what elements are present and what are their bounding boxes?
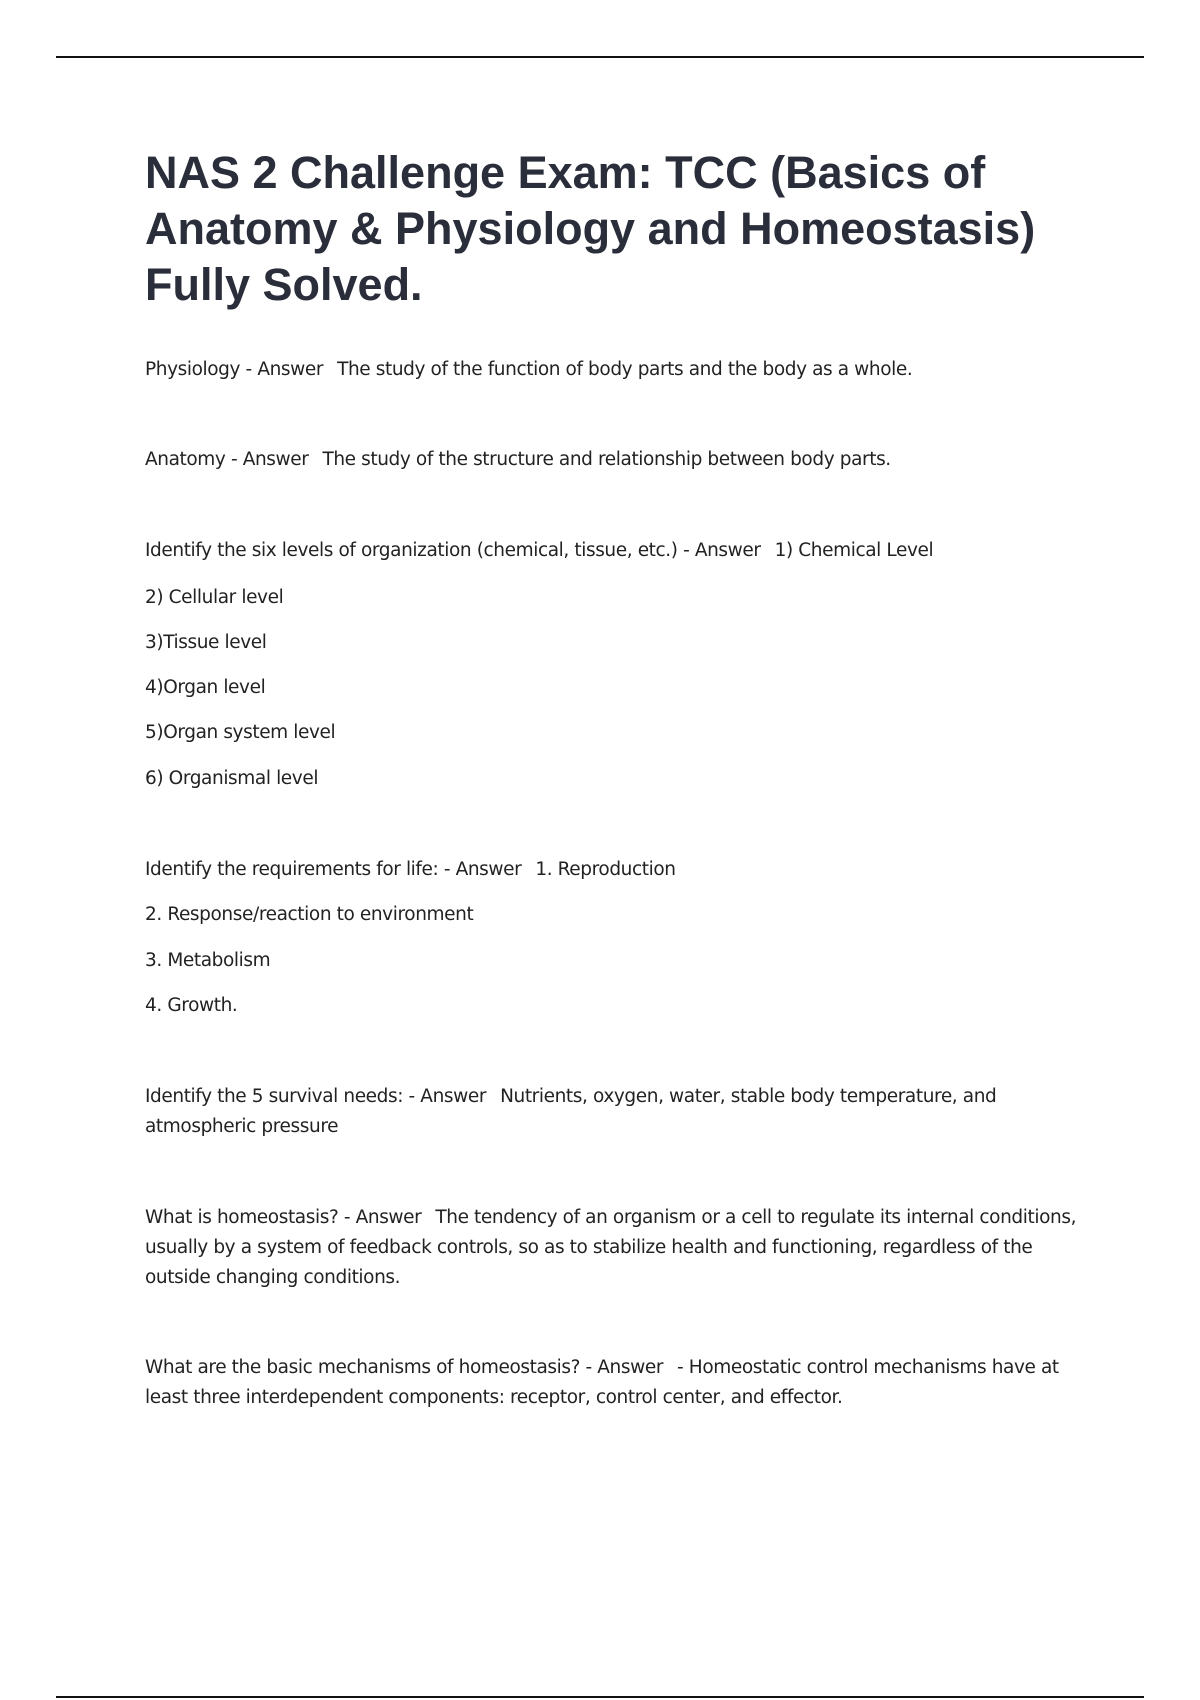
- answer-text: - Homeostatic control mechanisms have at least three interdependent components: receptor, control center, and effector.: [145, 1357, 1059, 1408]
- question-text: Identify the six levels of organization (chemical, tissue, etc.) - Answer: [145, 540, 761, 561]
- question-text: Identify the requirements for life: - Answer: [145, 859, 522, 880]
- list-item: 5)Organ system level: [145, 722, 336, 743]
- list-item: 4. Growth.: [145, 995, 238, 1016]
- title-block: [145, 145, 1080, 313]
- qa-line: [145, 1203, 1085, 1293]
- answer-text: The tendency of an organism or a cell to regulate its internal conditions, usually by a system of feedback controls, so as to stabilize health and functioning, regardless of the outside changing conditions.: [145, 1207, 1077, 1288]
- answer-text: The study of the structure and relationship between body parts.: [322, 449, 891, 470]
- list-item: 6) Organismal level: [145, 768, 319, 789]
- list-item: 2) Cellular level: [145, 587, 284, 608]
- list-item: 2. Response/reaction to environment: [145, 904, 474, 925]
- list-item: 3. Metabolism: [145, 950, 271, 971]
- qa-entry-levels-of-organization: [145, 536, 1085, 566]
- qa-entry-homeostasis-mechanisms: [145, 1353, 1085, 1413]
- qa-line: [145, 445, 1085, 475]
- answer-text: Nutrients, oxygen, water, stable body temperature, and atmospheric pressure: [145, 1086, 997, 1137]
- document-title: NAS 2 Challenge Exam: TCC (Basics of Anatomy & Physiology and Homeostasis) Fully Solved.: [145, 147, 1036, 310]
- list-item: 4)Organ level: [145, 677, 266, 698]
- qa-line: [145, 355, 1085, 385]
- qa-entry-physiology: [145, 355, 1085, 385]
- question-text: Identify the 5 survival needs: - Answer: [145, 1086, 487, 1107]
- question-text: What are the basic mechanisms of homeostasis? - Answer: [145, 1357, 664, 1378]
- question-text: Physiology - Answer: [145, 359, 324, 380]
- top-rule: [56, 56, 1144, 58]
- qa-entry-homeostasis: [145, 1203, 1085, 1293]
- bottom-rule: [56, 1696, 1144, 1698]
- qa-line: [145, 855, 1085, 885]
- qa-line: [145, 536, 1085, 566]
- list-item: 3)Tissue level: [145, 632, 267, 653]
- qa-line: [145, 1353, 1085, 1413]
- qa-entry-requirements-for-life: [145, 855, 1085, 885]
- question-text: What is homeostasis? - Answer: [145, 1207, 422, 1228]
- question-text: Anatomy - Answer: [145, 449, 309, 470]
- qa-line: [145, 1082, 1085, 1142]
- answer-text: 1) Chemical Level: [774, 540, 934, 561]
- answer-text: The study of the function of body parts and the body as a whole.: [337, 359, 913, 380]
- qa-entry-survival-needs: [145, 1082, 1085, 1142]
- qa-entry-anatomy: [145, 445, 1085, 475]
- answer-text: 1. Reproduction: [535, 859, 676, 880]
